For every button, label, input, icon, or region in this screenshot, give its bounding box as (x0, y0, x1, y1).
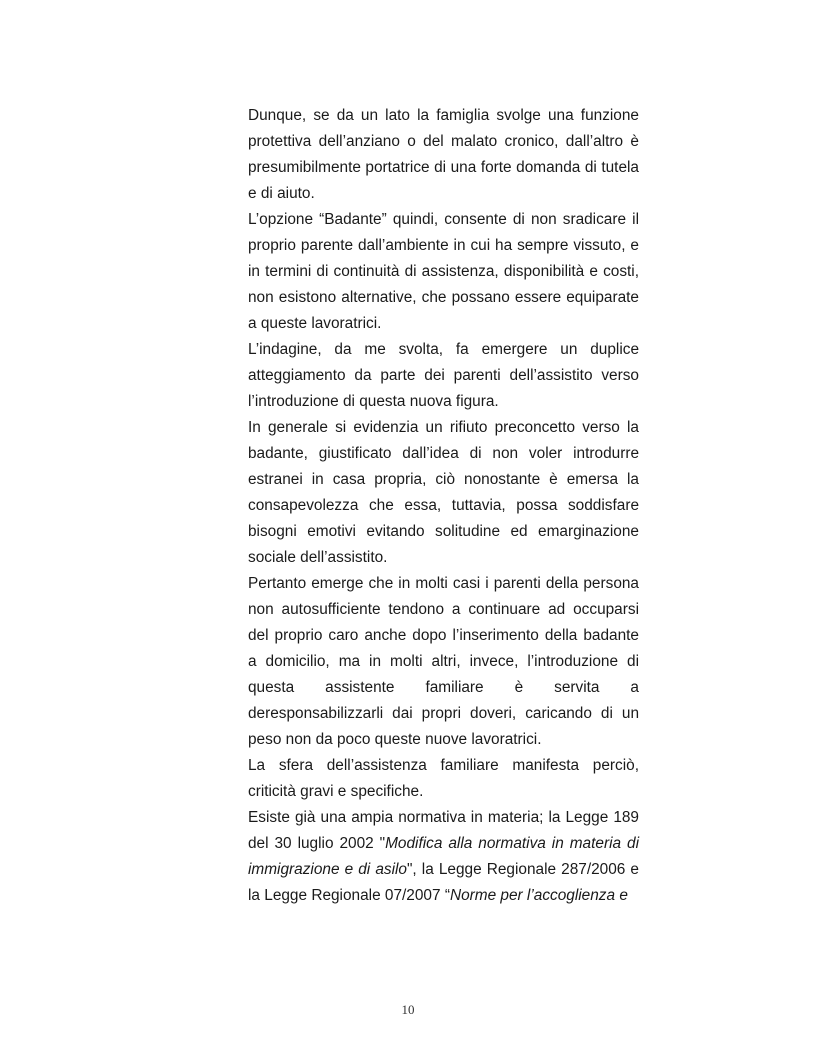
law-title-italic-2: Norme per l’accoglienza e (449, 887, 628, 904)
paragraph-5: Pertanto emerge che in molti casi i parenti della persona non autosufficiente tendono a continuare ad occuparsi del proprio caro anche dopo l’inserimento della badante a domicilio, ma in molti altri, invece, l’introduzione di questa assistente familiare è servita a deresponsabilizzarli dai propri doveri, caricando di un peso non da poco queste nuove lavoratrici. (248, 575, 639, 748)
paragraph-2: L’opzione “Badante” quindi, consente di non sradicare il proprio parente dall’ambiente in cui ha sempre vissuto, e in termini di continuità di assistenza, disponibilità e costi, non esistono alternative, che possano essere equiparate a queste lavoratrici. (248, 211, 639, 332)
body-text (248, 103, 639, 909)
law-title-italic-1: Modifica alla normativa in materia di immigrazione e di asilo (248, 835, 639, 878)
paragraph-3: L’indagine, da me svolta, fa emergere un duplice atteggiamento da parte dei parenti dell’assistito verso l’introduzione di questa nuova figura. (248, 341, 639, 410)
paragraph-7 (248, 805, 639, 909)
paragraph-7-text-a: Esiste già una ampia normativa in materia; la Legge 189 del 30 luglio 2002 " (248, 809, 639, 852)
paragraph-7-text-b: ", la Legge Regionale 287/2006 e la Legge Regionale 07/2007 “ (248, 861, 639, 904)
page-number: 10 (401, 1002, 415, 1017)
paragraph-6: La sfera dell’assistenza familiare manifesta perciò, criticità gravi e specifiche. (248, 757, 639, 800)
paragraph-1: Dunque, se da un lato la famiglia svolge una funzione protettiva dell’anziano o del malato cronico, dall’altro è presumibilmente portatrice di una forte domanda di tutela e di aiuto. (248, 107, 639, 202)
paragraph-4: In generale si evidenzia un rifiuto preconcetto verso la badante, giustificato dall’idea di non voler introdurre estranei in casa propria, ciò nonostante è emersa la consapevolezza che essa, tuttavia, possa soddisfare bisogni emotivi evitando solitudine ed emarginazione sociale dell’assistito. (248, 419, 639, 566)
